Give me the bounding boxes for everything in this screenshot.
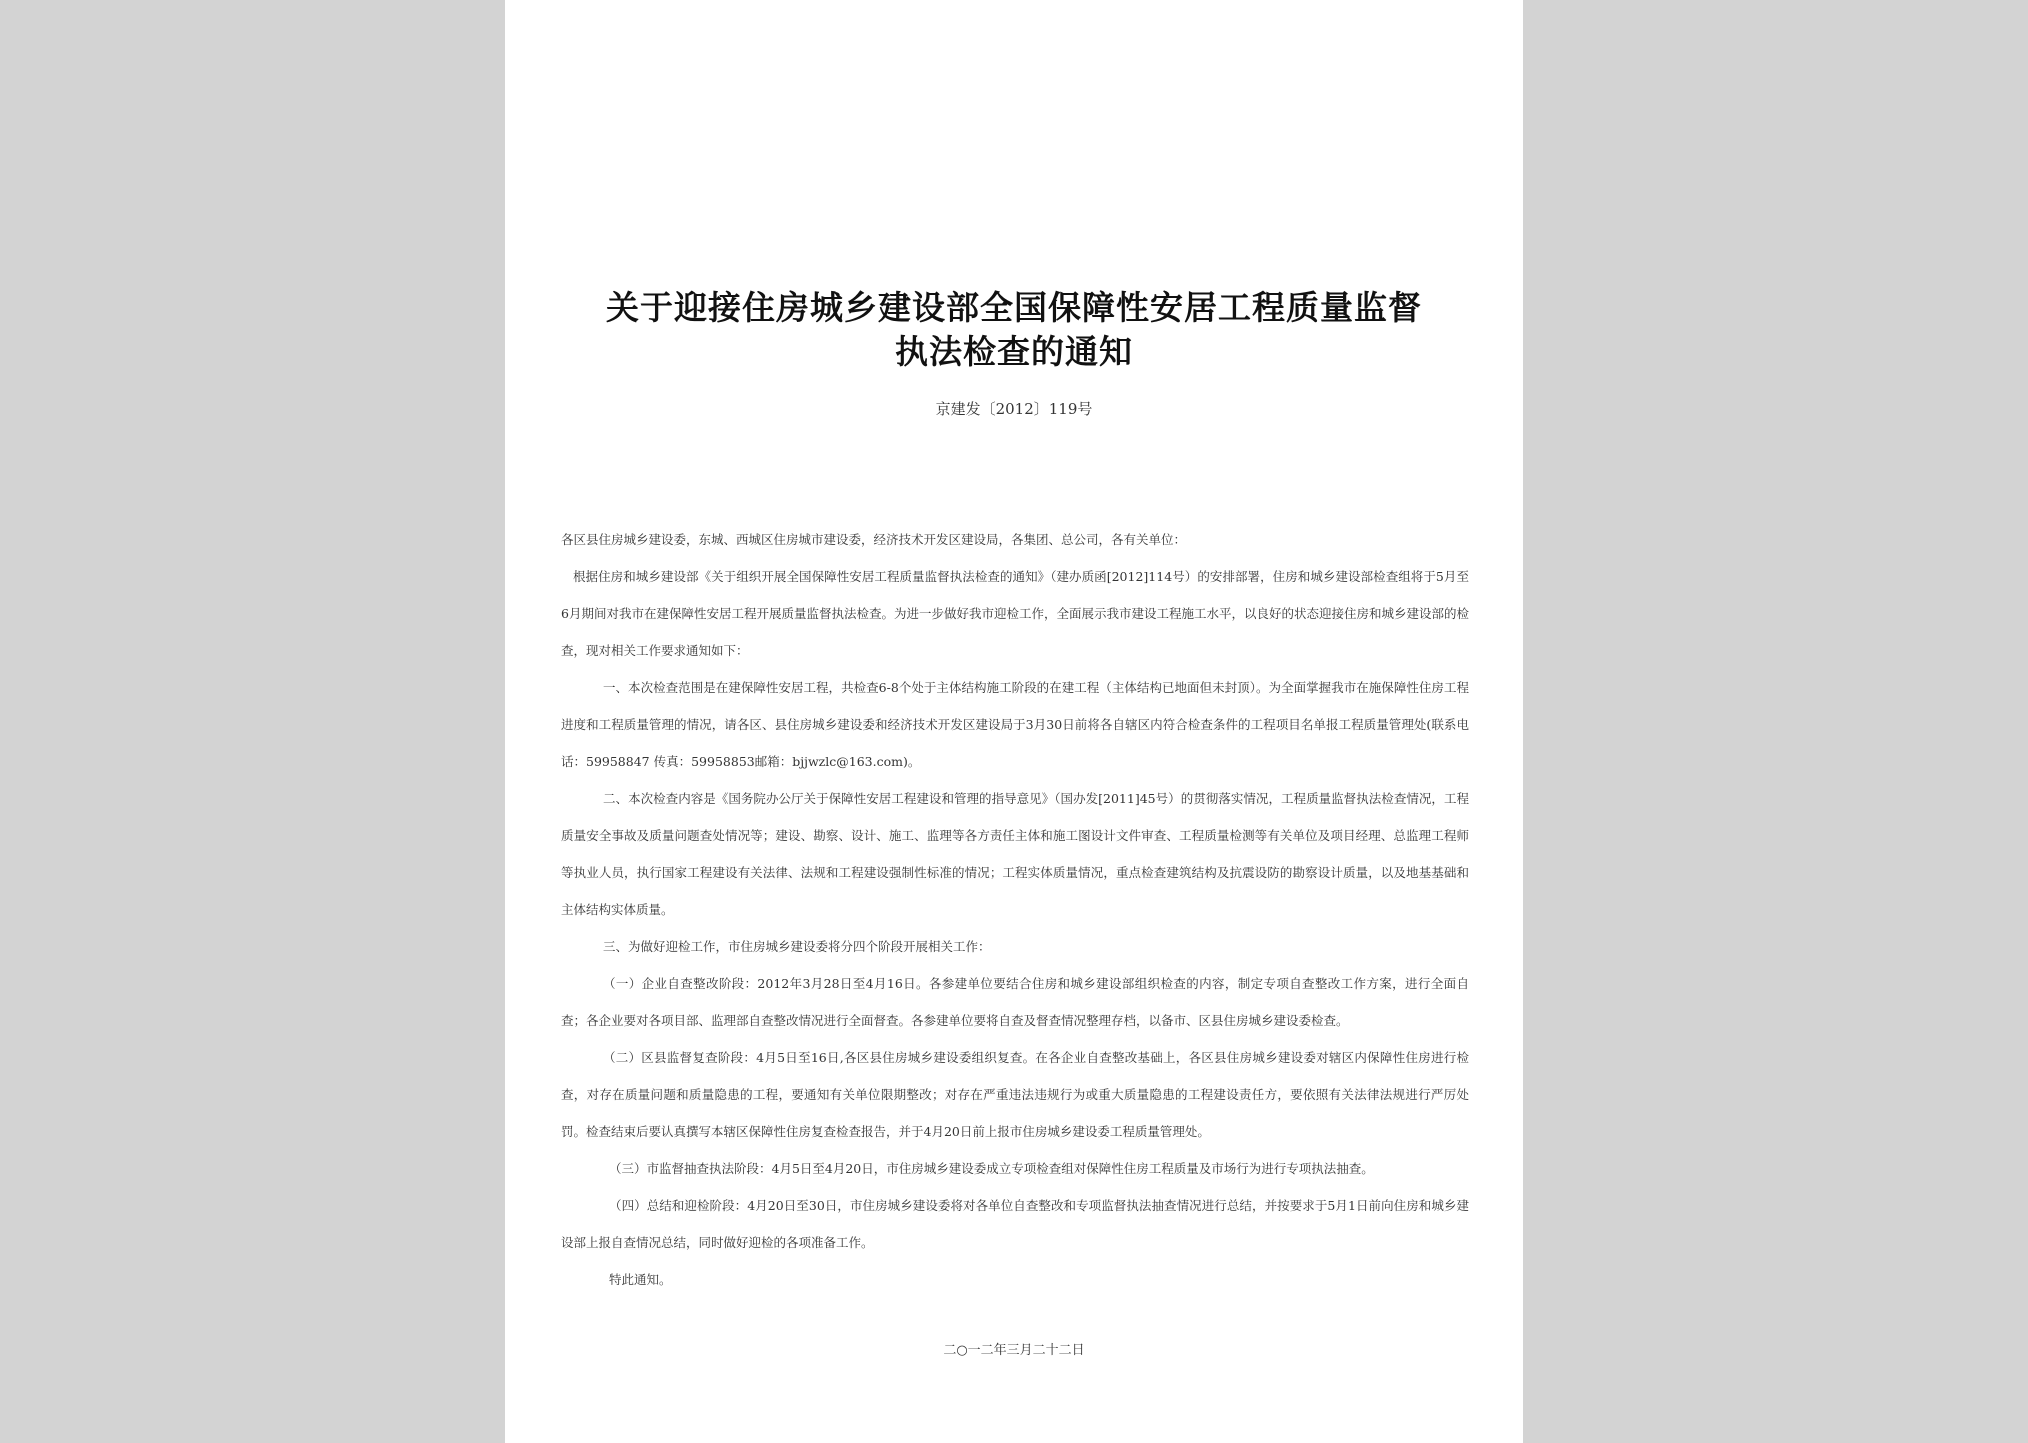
salutation-paragraph: 各区县住房城乡建设委，东城、西城区住房城市建设委，经济技术开发区建设局，各集团、总公司，各有关单位： <box>561 532 1187 547</box>
issue-date: 二○一二年三月二十二日 <box>943 1343 1085 1358</box>
document-number: 京建发〔2012〕119号 <box>935 400 1093 418</box>
title-line-2: 执法检查的通知 <box>895 332 1133 371</box>
item-2-paragraph: 二、本次检查内容是《国务院办公厅关于保障性安居工程建设和管理的指导意见》（国办发[2011]45号）的贯彻落实情况，工程质量监督执法检查情况，工程质量安全事故及质量问题查处情况等；建设、勘察、设计、施工、监理等各方责任主体和施工图设计文件审查、工程质量检测等有关单位及项目经理、总监理工程师等执业人员，执行国家工程建设有关法律、法规和工程建设强制性标准的情况；工程实体质量情况，重点检查建筑结构及抗震设防的勘察设计质量，以及地基基础和主体结构实体质量。 <box>561 791 1469 917</box>
document-title <box>545 286 1483 374</box>
intro-paragraph: 根据住房和城乡建设部《关于组织开展全国保障性安居工程质量监督执法检查的通知》（建办质函[2012]114号）的安排部署，住房和城乡建设部检查组将于5月至6月期间对我市在建保障性安居工程开展质量监督执法检查。为进一步做好我市迎检工作，全面展示我市建设工程施工水平，以良好的状态迎接住房和城乡建设部的检查，现对相关工作要求通知如下： <box>561 569 1469 658</box>
closing-paragraph: 特此通知。 <box>609 1272 672 1287</box>
item-3-paragraph: 三、为做好迎检工作，市住房城乡建设委将分四个阶段开展相关工作： <box>603 939 991 954</box>
phase-1-paragraph: （一）企业自查整改阶段：2012年3月28日至4月16日。各参建单位要结合住房和城乡建设部组织检查的内容，制定专项自查整改工作方案，进行全面自查；各企业要对各项目部、监理部自查整改情况进行全面督查。各参建单位要将自查及督查情况整理存档，以备市、区县住房城乡建设委检查。 <box>561 976 1469 1028</box>
item-1-paragraph: 一、本次检查范围是在建保障性安居工程，共检查6-8个处于主体结构施工阶段的在建工程（主体结构已地面但未封顶）。为全面掌握我市在施保障性住房工程进度和工程质量管理的情况，请各区、县住房城乡建设委和经济技术开发区建设局于3月30日前将各自辖区内符合检查条件的工程项目名单报工程质量管理处(联系电话：59958847 传真：59958853邮箱：bjjwzlc@163.com)。 <box>561 680 1469 769</box>
phase-4-paragraph: （四）总结和迎检阶段：4月20日至30日，市住房城乡建设委将对各单位自查整改和专项监督执法抽查情况进行总结，并按要求于5月1日前向住房和城乡建设部上报自查情况总结，同时做好迎检的各项准备工作。 <box>561 1198 1469 1250</box>
title-line-1: 关于迎接住房城乡建设部全国保障性安居工程质量监督 <box>606 288 1422 327</box>
document-body <box>561 521 1469 1298</box>
phase-3-paragraph: （三）市监督抽查执法阶段：4月5日至4月20日，市住房城乡建设委成立专项检查组对保障性住房工程质量及市场行为进行专项执法抽查。 <box>609 1161 1374 1176</box>
document-page <box>505 0 1523 1443</box>
phase-2-paragraph: （二）区县监督复查阶段：4月5日至16日,各区县住房城乡建设委组织复查。在各企业自查整改基础上，各区县住房城乡建设委对辖区内保障性住房进行检查，对存在质量问题和质量隐患的工程，要通知有关单位限期整改；对存在严重违法违规行为或重大质量隐患的工程建设责任方，要依照有关法律法规进行严厉处罚。检查结束后要认真撰写本辖区保障性住房复查检查报告，并于4月20日前上报市住房城乡建设委工程质量管理处。 <box>561 1050 1469 1139</box>
